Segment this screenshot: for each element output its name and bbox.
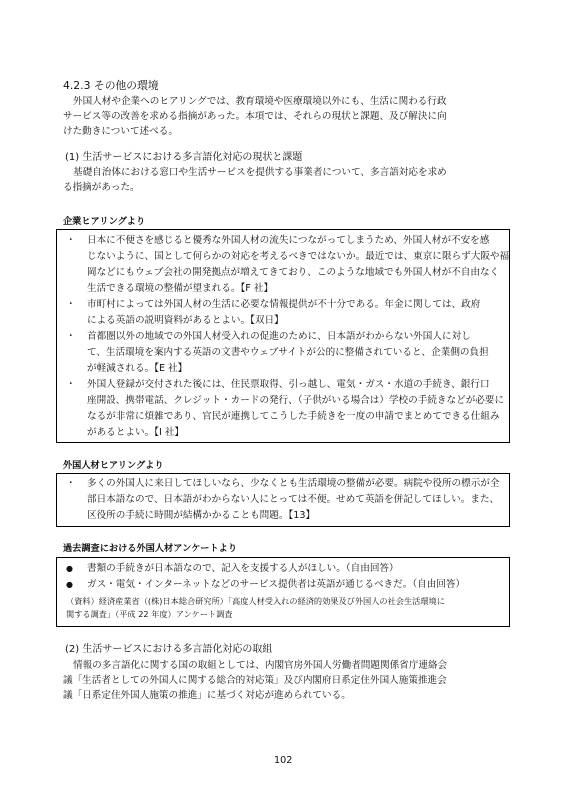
intro-line-2: サービス等の改善を求める指摘があった。本項では、それらの現状と課題、及び解決に向 bbox=[63, 111, 447, 122]
company-item-4-line-2: 座開設、携帯電話、クレジット・カードの発行、（子供がいる場合は）学校の手続きなどが必要に bbox=[87, 395, 505, 406]
bullet-icon: ・ bbox=[66, 331, 76, 342]
company-item-3-line-1: 首都圏以外の地域での外国人材受入れの促進のために、日本語がわからない外国人に対し bbox=[87, 331, 471, 342]
company-item-1-line-3: 岡などにもウェブ会社の開発拠点が増えてきており、このような地域でも外国人材が不自由なく bbox=[87, 267, 500, 278]
company-hearing-label: 企業ヒアリングより bbox=[63, 216, 146, 227]
company-item-1-line-4: 生活できる環境の整備が望まれる。【F 社】 bbox=[87, 283, 274, 294]
company-item-3-line-3: が軽減される。【E 社】 bbox=[87, 363, 188, 374]
foreign-item-1-line-3: 区役所の手続に時間が結構かかることも問題。【13】 bbox=[87, 510, 316, 521]
subsection-1-body-line-1: 基礎自治体における窓口や生活サービスを提供する事業者について、多言語対応を求め bbox=[73, 167, 447, 178]
intro-line-3: けた動きについて述べる。 bbox=[63, 126, 178, 137]
survey-item-1: 書類の手続きが日本語なので、記入を支援する人がほしい。（自由回答） bbox=[87, 563, 399, 574]
subsection-2-title: (2) 生活サービスにおける多言語化対応の取組 bbox=[65, 644, 273, 655]
intro-line-1: 外国人材や企業へのヒアリングでは、教育環境や医療環境以外にも、生活に関わる行政 bbox=[73, 96, 447, 107]
bullet-icon: ・ bbox=[66, 379, 76, 390]
foreign-hearing-label: 外国人材ヒアリングより bbox=[63, 460, 164, 471]
subsection-2-body-line-1: 情報の多言語化に関する国の取組としては、内閣官房外国人労働者問題関係省庁連絡会 bbox=[73, 660, 448, 671]
company-item-1-line-1: 日本に不便さを感じると優秀な外国人材の流失につながってしまうため、外国人材が不安を感 bbox=[87, 235, 490, 246]
foreign-hearing-box bbox=[56, 473, 510, 527]
subsection-1-body-line-2: る指摘があった。 bbox=[63, 182, 140, 193]
bullet-icon: ・ bbox=[66, 299, 76, 310]
survey-source-line-2: 関する調査」（平成 22 年度）アンケート調査 bbox=[66, 609, 233, 619]
survey-box bbox=[56, 557, 510, 627]
section-title: 4.2.3 その他の環境 bbox=[63, 79, 159, 92]
bullet-icon: ・ bbox=[66, 235, 76, 246]
subsection-2-body-line-3: 議「日系定住外国人施策の推進」に基づく対応が進められている。 bbox=[63, 690, 351, 701]
bullet-icon: ● bbox=[66, 564, 73, 573]
foreign-item-1-line-2: 部日本語なので、日本語がわからない人にとっては不便。せめて英語を併記してほしい。また、 bbox=[87, 494, 500, 505]
company-item-2-line-1: 市町村によっては外国人材の生活に必要な情報提供が不十分である。年金に関しては、政府 bbox=[87, 299, 481, 310]
subsection-1-title: (1) 生活サービスにおける多言語化対応の現状と課題 bbox=[65, 152, 303, 163]
bullet-icon: ・ bbox=[66, 478, 76, 489]
survey-source-line-1: （資料）経済産業省（(株)日本総合研究所）「高度人材受入れの経済的効果及び外国人の社会生活環境に bbox=[66, 596, 445, 606]
bullet-icon: ● bbox=[66, 580, 73, 589]
company-item-4-line-1: 外国人登録が交付された後には、住民票取得、引っ越し、電気・ガス・水道の手続き、銀行口 bbox=[87, 379, 490, 390]
company-item-4-line-3: なるが非常に煩雑であり、官民が連携してこうした手続きを一度の申請でまとめてできる仕組み bbox=[87, 411, 500, 422]
company-item-2-line-2: による英語の説明資料があるとよい。【双日】 bbox=[87, 315, 284, 326]
company-item-3-line-2: て、生活環境を案内する英語の文書やウェブサイトが公的に整備されていると、企業側の負担 bbox=[87, 347, 489, 358]
survey-label: 過去調査における外国人材アンケートより bbox=[63, 543, 238, 554]
company-hearing-box bbox=[56, 229, 510, 443]
company-item-1-line-2: じないように、国として何らかの対応を考えるべきではないか。最近では、東京に限らず大阪や福 bbox=[87, 251, 510, 262]
page-number: 102 bbox=[274, 755, 293, 766]
company-item-4-line-4: があるとよい。【I 社】 bbox=[87, 427, 185, 438]
foreign-item-1-line-1: 多くの外国人に来日してほしいなら、少なくとも生活環境の整備が必要。病院や役所の標示が全 bbox=[87, 478, 500, 489]
subsection-2-body-line-2: 議「生活者としての外国人に関する総合的対応策」及び内閣府日系定住外国人施策推進会 bbox=[63, 675, 447, 686]
survey-item-2: ガス・電気・インターネットなどのサービス提供者は英語が通じるべきだ。（自由回答） bbox=[87, 579, 466, 590]
